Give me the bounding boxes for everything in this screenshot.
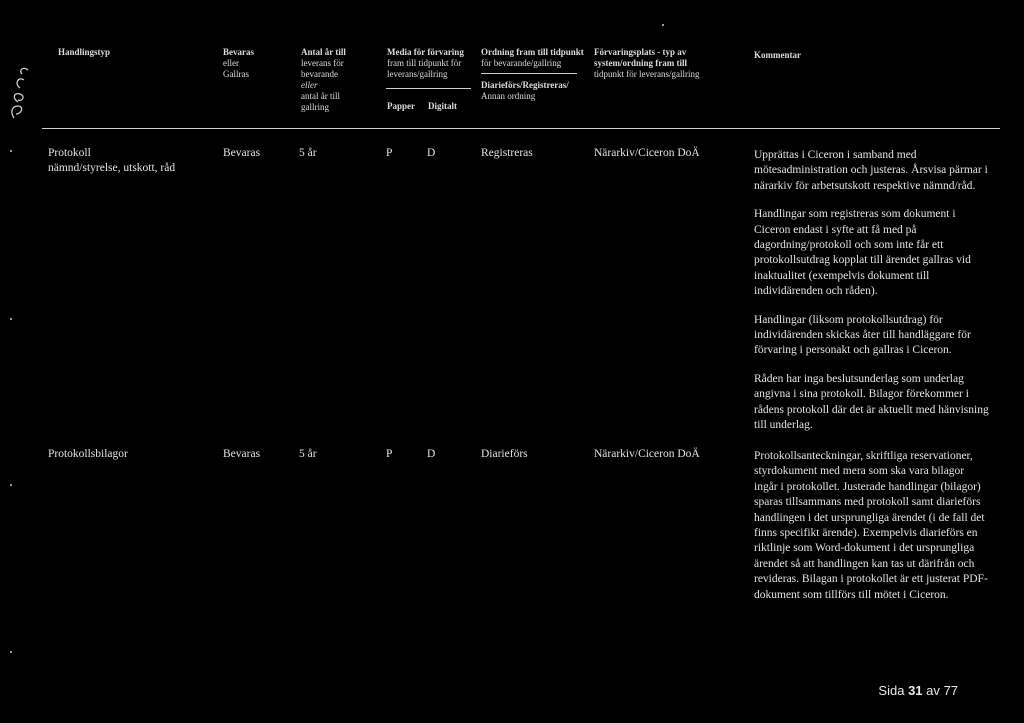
row-ordning: Registreras	[481, 147, 533, 159]
header-divider	[42, 128, 1000, 129]
col-handlingstyp-header: Handlingstyp	[58, 47, 111, 57]
comment-paragraph: Råden har inga beslutsunderlag som underlag angivna i sina protokoll. Bilagor förekommer i rådens protokoll där det är aktuellt med hänvisning till underlag.	[754, 372, 989, 432]
row-kommentar	[754, 148, 990, 447]
row-antal: 5 år	[299, 147, 317, 159]
row-handlingstyp: Protokoll nämnd/styrelse, utskott, råd	[48, 147, 176, 175]
row-bevaras: Bevaras	[223, 448, 261, 460]
row-forvaring: Närarkiv/Ciceron DoÄ	[594, 147, 700, 159]
row-digitalt: D	[427, 147, 436, 159]
row-antal: 5 år	[299, 448, 317, 460]
row-papper: P	[386, 147, 393, 159]
comment-paragraph: Handlingar som registreras som dokument i Ciceron endast i syfte att få med på dagordning/protokoll och som inte får ett protokollsutdrag kopplat till ärendet gallras vid inaktualitet (exempelvis dokument till individärenden och råden).	[754, 208, 971, 298]
col-digitalt-header: Digitalt	[428, 101, 457, 111]
comment-paragraph: Protokollsanteckningar, skriftliga reservationer, styrdokument med mera som ska vara bilagor ingår i protokollet. Justerade handlingar (bilagor) sparas tillsammans med protokoll samt diarieförs handlingen i det ursprungliga ärendet (i de fall det finns specifikt ärende). Exempelvis diarieförs en riktlinje som Word-dokument i det ursprungliga ärendet så att handlingen kan tas ut därifrån och revideras. Bilagan i protokollet är ett justerat PDF-dokument som tillförs till mötet i Ciceron.	[754, 450, 988, 601]
col-bevaras-header: Bevaras eller Gallras	[223, 47, 254, 79]
col-antal-header: Antal år till leverans för bevarande eller antal år till gallring	[301, 47, 346, 112]
row-papper: P	[386, 448, 393, 460]
margin-dot	[662, 24, 664, 26]
row-digitalt: D	[427, 448, 436, 460]
margin-dot	[10, 651, 12, 653]
margin-dot	[10, 150, 12, 152]
col-forvaring-header: Förvaringsplats - typ av system/ordning fram till tidpunkt för leverans/gallring	[594, 47, 700, 79]
col-ordning-subheader: Diarieförs/Registreras/ Annan ordning	[481, 80, 569, 101]
margin-dot	[10, 318, 12, 320]
media-subheader-rule	[386, 88, 471, 89]
col-papper-header: Papper	[387, 101, 415, 111]
col-media-header: Media för förvaring fram till tidpunkt för leverans/gallring	[387, 47, 464, 79]
page-number: Sida 31 av 77	[878, 683, 958, 698]
margin-dot	[10, 484, 12, 486]
col-kommentar-header: Kommentar	[754, 50, 801, 60]
row-ordning: Diarieförs	[481, 448, 528, 460]
comment-paragraph: Upprättas i Ciceron i samband med mötesadministration och justeras. Årsvisa pärmar i närarkiv för arbetsutskott respektive nämnd/råd.	[754, 149, 988, 192]
ordning-subheader-rule	[481, 73, 577, 74]
col-ordning-header: Ordning fram till tidpunkt för bevarande/gallring	[481, 47, 584, 68]
handwritten-initials	[8, 62, 36, 122]
row-kommentar	[754, 449, 990, 616]
comment-paragraph: Handlingar (liksom protokollsutdrag) för individärenden skickas åter till handläggare för förvaring i personakt och gallras i Ciceron.	[754, 313, 971, 357]
row-handlingstyp: Protokollsbilagor	[48, 448, 128, 460]
row-bevaras: Bevaras	[223, 147, 261, 159]
row-forvaring: Närarkiv/Ciceron DoÄ	[594, 448, 700, 460]
